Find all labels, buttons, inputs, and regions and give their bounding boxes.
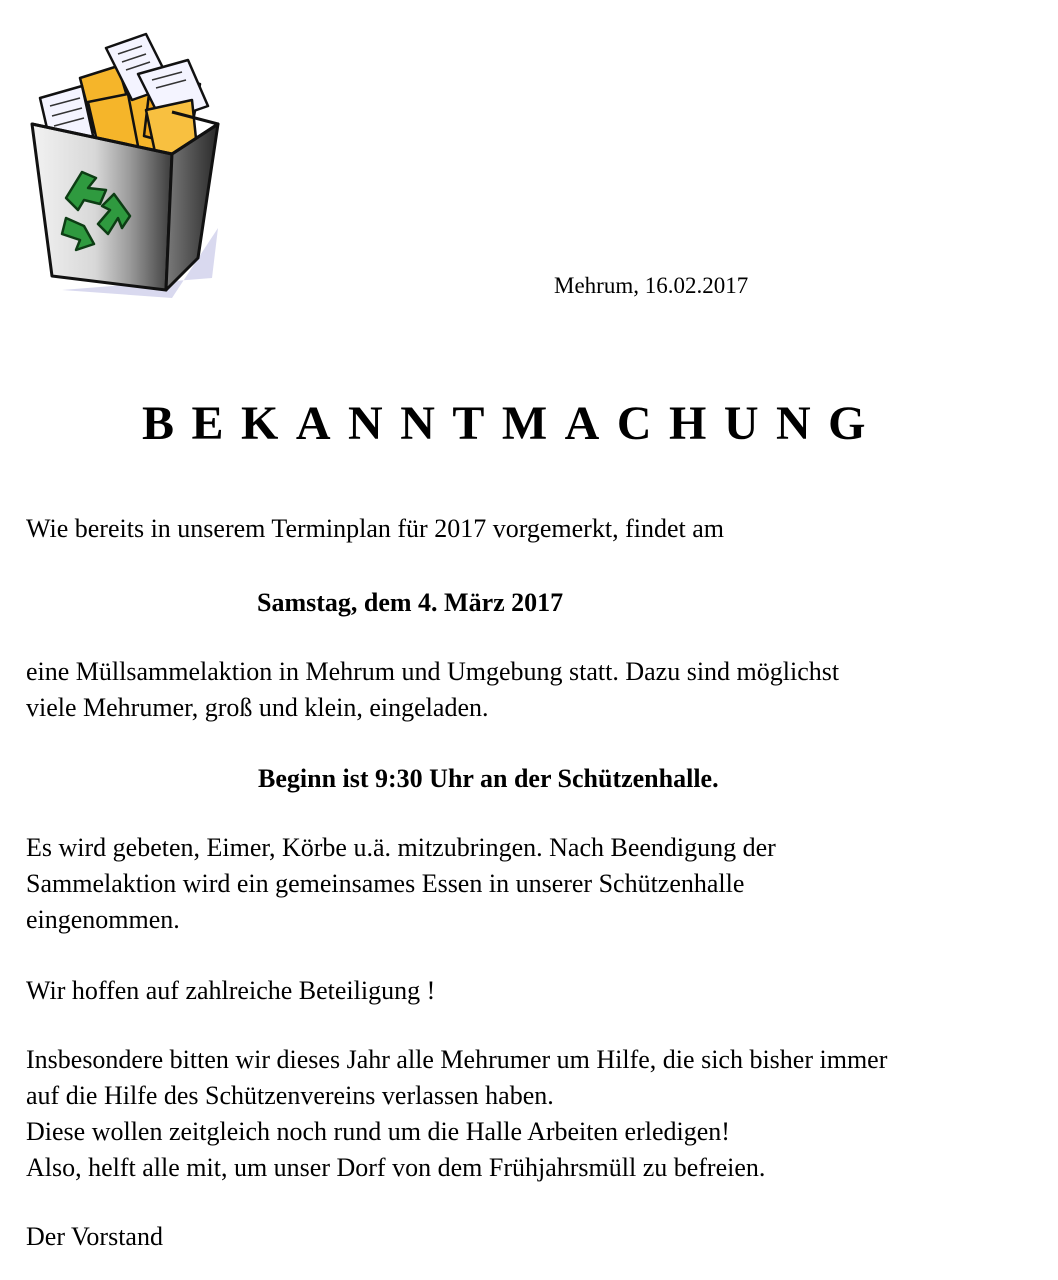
recycling-bin-icon: [22, 28, 232, 300]
description-line: viele Mehrumer, groß und klein, eingeladen.: [26, 693, 489, 722]
page-title: BEKANNTMACHUNG: [142, 397, 884, 450]
appeal-line: auf die Hilfe des Schützenvereins verlassen haben.: [26, 1081, 554, 1110]
intro-text: Wie bereits in unserem Terminplan für 2017 vorgemerkt, findet am: [26, 514, 724, 543]
start-info: Beginn ist 9:30 Uhr an der Schützenhalle.: [258, 764, 719, 793]
appeal-line: Insbesondere bitten wir dieses Jahr alle Mehrumer um Hilfe, die sich bisher immer: [26, 1045, 888, 1074]
appeal-line: Also, helft alle mit, um unser Dorf von dem Frühjahrsmüll zu befreien.: [26, 1153, 766, 1182]
event-date: Samstag, dem 4. März 2017: [257, 588, 564, 617]
request-line: Es wird gebeten, Eimer, Körbe u.ä. mitzubringen. Nach Beendigung der: [26, 833, 776, 862]
hope-text: Wir hoffen auf zahlreiche Beteiligung !: [26, 976, 436, 1005]
signature: Der Vorstand: [26, 1222, 163, 1251]
description-line: eine Müllsammelaktion in Mehrum und Umgebung statt. Dazu sind möglichst: [26, 657, 840, 686]
request-line: eingenommen.: [26, 905, 180, 934]
document-date: Mehrum, 16.02.2017: [554, 273, 749, 298]
appeal-line: Diese wollen zeitgleich noch rund um die Halle Arbeiten erledigen!: [26, 1117, 730, 1146]
request-line: Sammelaktion wird ein gemeinsames Essen in unserer Schützenhalle: [26, 869, 745, 898]
